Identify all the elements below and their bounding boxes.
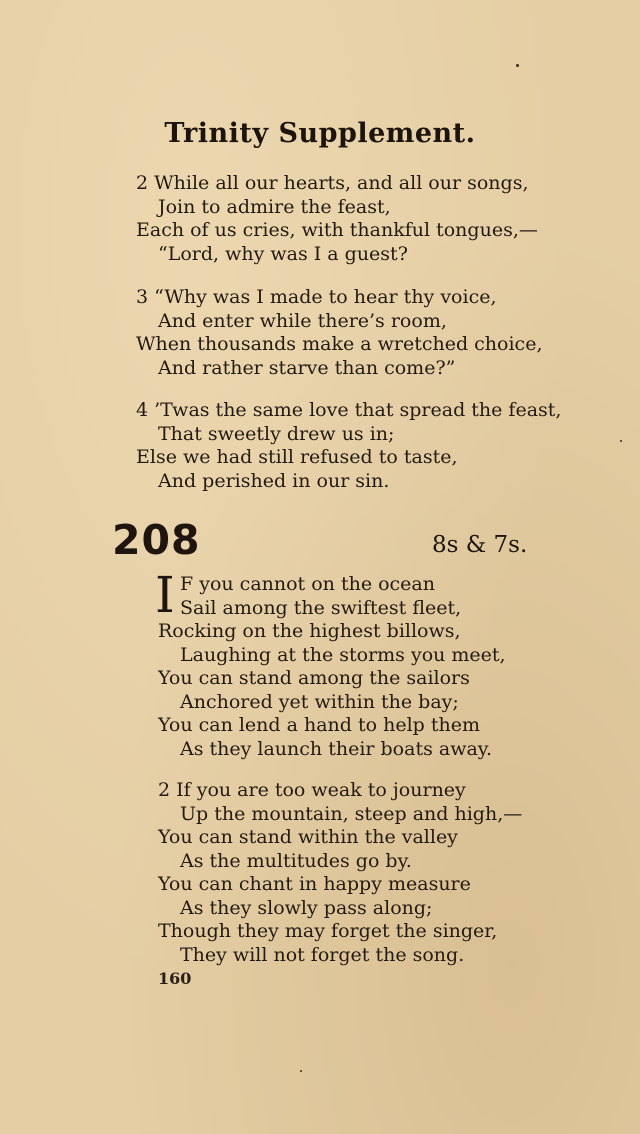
verse-line: [136, 172, 538, 196]
verse-line: Laughing at the storms you meet,: [180, 643, 506, 666]
verse-4: [136, 399, 561, 493]
verse-line: Rocking on the highest billows,: [158, 620, 461, 642]
verse-text: If you are too weak to journey: [176, 779, 466, 801]
verse-line: Anchored yet within the bay;: [180, 690, 459, 713]
verse-line: You can stand within the valley: [158, 826, 458, 848]
verse-number: 2: [136, 172, 149, 194]
verse-line: That sweetly drew us in;: [158, 422, 395, 445]
verse-number: 2: [158, 779, 171, 801]
verse-line: You can chant in happy measure: [158, 873, 471, 895]
verse-line: Join to admire the feast,: [158, 195, 391, 218]
drop-cap: I: [155, 566, 175, 624]
verse-line: You can stand among the sailors: [158, 667, 470, 689]
hymn-meter: 8s & 7s.: [432, 532, 528, 558]
verse-line: You can lend a hand to help them: [158, 714, 480, 736]
verse-text: ’Twas the same love that spread the feast,: [154, 399, 562, 421]
verse-line: [136, 286, 542, 310]
verse-line: Sail among the swiftest fleet,: [180, 596, 462, 619]
verse-line: And rather starve than come?”: [158, 356, 456, 379]
verse-line: As they launch their boats away.: [180, 737, 493, 760]
paper-speck: [620, 440, 622, 442]
verse-line: Else we had still refused to taste,: [136, 446, 458, 468]
verse-line: F you cannot on the ocean: [180, 573, 435, 595]
verse-line: [136, 399, 561, 423]
page-header: Trinity Supplement.: [164, 118, 476, 149]
verse-text: While all our hearts, and all our songs,: [154, 172, 529, 194]
verse-text: “Why was I made to hear thy voice,: [154, 286, 497, 308]
verse-line: As the multitudes go by.: [180, 849, 412, 872]
verse-line: Up the mountain, steep and high,—: [180, 802, 523, 825]
verse-3: [136, 286, 542, 380]
verse-line: Though they may forget the singer,: [158, 920, 498, 942]
verse-line: [158, 779, 522, 803]
hymn-verse-1: [158, 620, 506, 761]
paper-speck: [516, 64, 519, 67]
verse-line: “Lord, why was I a guest?: [158, 242, 408, 265]
verse-line: They will not forget the song.: [180, 943, 465, 966]
verse-number: 4: [136, 399, 149, 421]
paper-speck: [300, 1070, 302, 1072]
verse-line: And enter while there’s room,: [158, 309, 447, 332]
verse-line: And perished in our sin.: [158, 469, 390, 492]
hymn-verse-1-opening: [180, 573, 461, 620]
verse-line: Each of us cries, with thankful tongues,—: [136, 219, 538, 241]
verse-line: As they slowly pass along;: [180, 896, 433, 919]
verse-number: 3: [136, 286, 149, 308]
verse-line: When thousands make a wretched choice,: [136, 333, 543, 355]
page-number: 160: [158, 969, 192, 988]
verse-2: [136, 172, 538, 266]
hymn-verse-2: [158, 779, 522, 967]
hymn-number: 208: [112, 516, 201, 564]
